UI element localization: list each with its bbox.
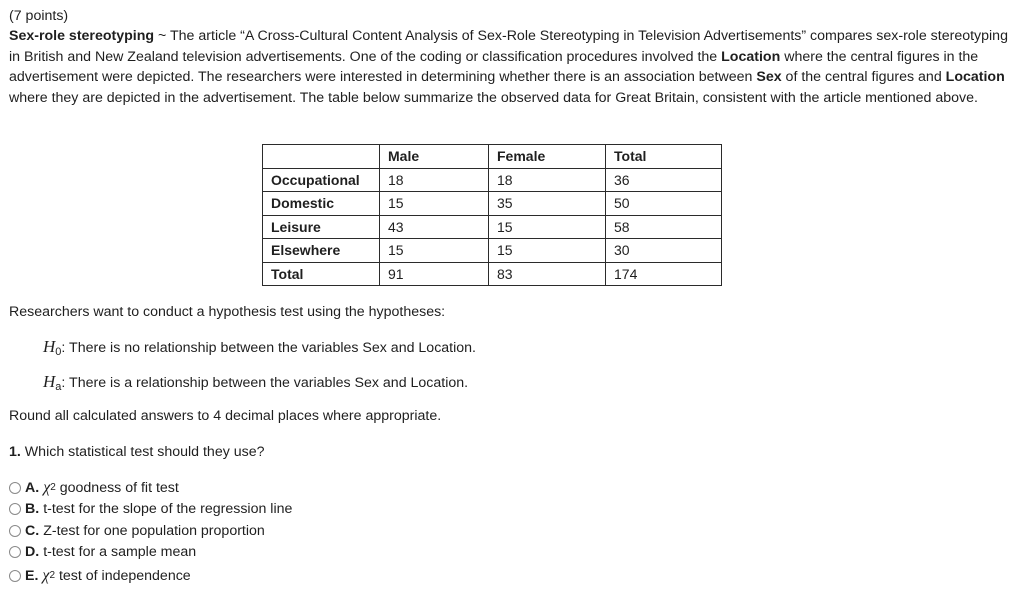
rounding-note: Round all calculated answers to 4 decimal places where appropriate. [9,408,442,424]
table-header-cell: Female [489,145,606,169]
option-text: Z-test for one population proportion [43,523,265,539]
row-label: Domestic [263,192,380,216]
row-label: Total [263,262,380,286]
table-row [263,239,722,263]
question-text: Which statistical test should they use? [20,444,265,460]
option-c[interactable] [9,522,265,540]
option-e[interactable] [9,567,191,585]
table-cell: 15 [489,239,606,263]
data-table [262,144,722,286]
table-cell: 15 [380,192,489,216]
table-header-cell: Total [606,145,722,169]
row-label: Occupational [263,168,380,192]
table-cell: 91 [380,262,489,286]
table-cell: 36 [606,168,722,192]
intro-text-4: where they are depicted in the advertisement. The table below summarize the observed data for Great Britain, consistent with the article mentioned above. [9,89,978,106]
radio-button-icon[interactable] [9,503,21,515]
chi-superscript: 2 [50,482,56,493]
ha-symbol: H [43,372,56,391]
hypothesis-lead: Researchers want to conduct a hypothesis test using the hypotheses: [9,304,446,320]
problem-intro [9,26,1009,108]
keyword-location-2: Location [945,69,1005,86]
table-cell: 43 [380,215,489,239]
table-row [263,215,722,239]
h0-subscript: 0 [55,346,62,358]
option-text: test of independence [55,568,191,584]
option-b[interactable] [9,500,292,518]
radio-button-icon[interactable] [9,546,21,558]
table-cell: 30 [606,239,722,263]
option-letter: A. [25,480,40,496]
null-hypothesis [43,338,476,361]
table-cell: 15 [489,215,606,239]
keyword-location: Location [721,48,781,65]
chi-symbol: χ [43,479,51,496]
table-cell: 35 [489,192,606,216]
option-text: t-test for the slope of the regression line [43,501,293,517]
table-row [263,168,722,192]
option-letter: C. [25,523,40,539]
title-separator: ~ [154,28,170,44]
question-1 [9,443,265,461]
table-header-cell [263,145,380,169]
radio-button-icon[interactable] [9,482,21,494]
h0-text: : There is no relationship between the variables Sex and Location. [61,340,476,356]
alternative-hypothesis [43,373,468,396]
chi-symbol: χ [42,567,50,584]
option-a[interactable] [9,479,179,497]
chi-superscript: 2 [49,570,56,581]
option-letter: B. [25,501,40,517]
option-d[interactable] [9,543,196,561]
table-cell: 174 [606,262,722,286]
radio-button-icon[interactable] [9,570,21,582]
table-cell: 83 [489,262,606,286]
intro-text-1: The article “A Cross-Cultural Content Analysis of Sex-Role Stereotyping in Television Advertisements” compares sex-role stereotyping in British and New Zealand television advertisements. One of the coding or classification procedures involved the [9,28,1008,65]
table-cell: 15 [380,239,489,263]
radio-button-icon[interactable] [9,525,21,537]
keyword-sex: Sex [756,69,782,86]
option-text: goodness of fit test [55,480,179,496]
ha-text: : There is a relationship between the variables Sex and Location. [61,375,469,391]
table-header-cell: Male [380,145,489,169]
table-cell: 18 [489,168,606,192]
intro-text-3: of the central figures and [781,69,946,86]
question-number: 1. [9,444,21,460]
h0-symbol: H [43,337,56,356]
option-text: t-test for a sample mean [43,544,197,560]
problem-title: Sex-role stereotyping [9,28,155,44]
table-cell: 18 [380,168,489,192]
intro-text-2: where the central figures in the advertisement were depicted. The researchers were interested in determining whether there is an association between [9,48,979,86]
table-row [263,192,722,216]
option-letter: D. [25,544,40,560]
row-label: Leisure [263,215,380,239]
table-row [263,262,722,286]
table-cell: 58 [606,215,722,239]
table-cell: 50 [606,192,722,216]
option-letter: E. [25,568,39,584]
table-header-row [263,145,722,169]
row-label: Elsewhere [263,239,380,263]
ha-subscript: a [55,381,62,393]
points-label: (7 points) [9,8,69,24]
